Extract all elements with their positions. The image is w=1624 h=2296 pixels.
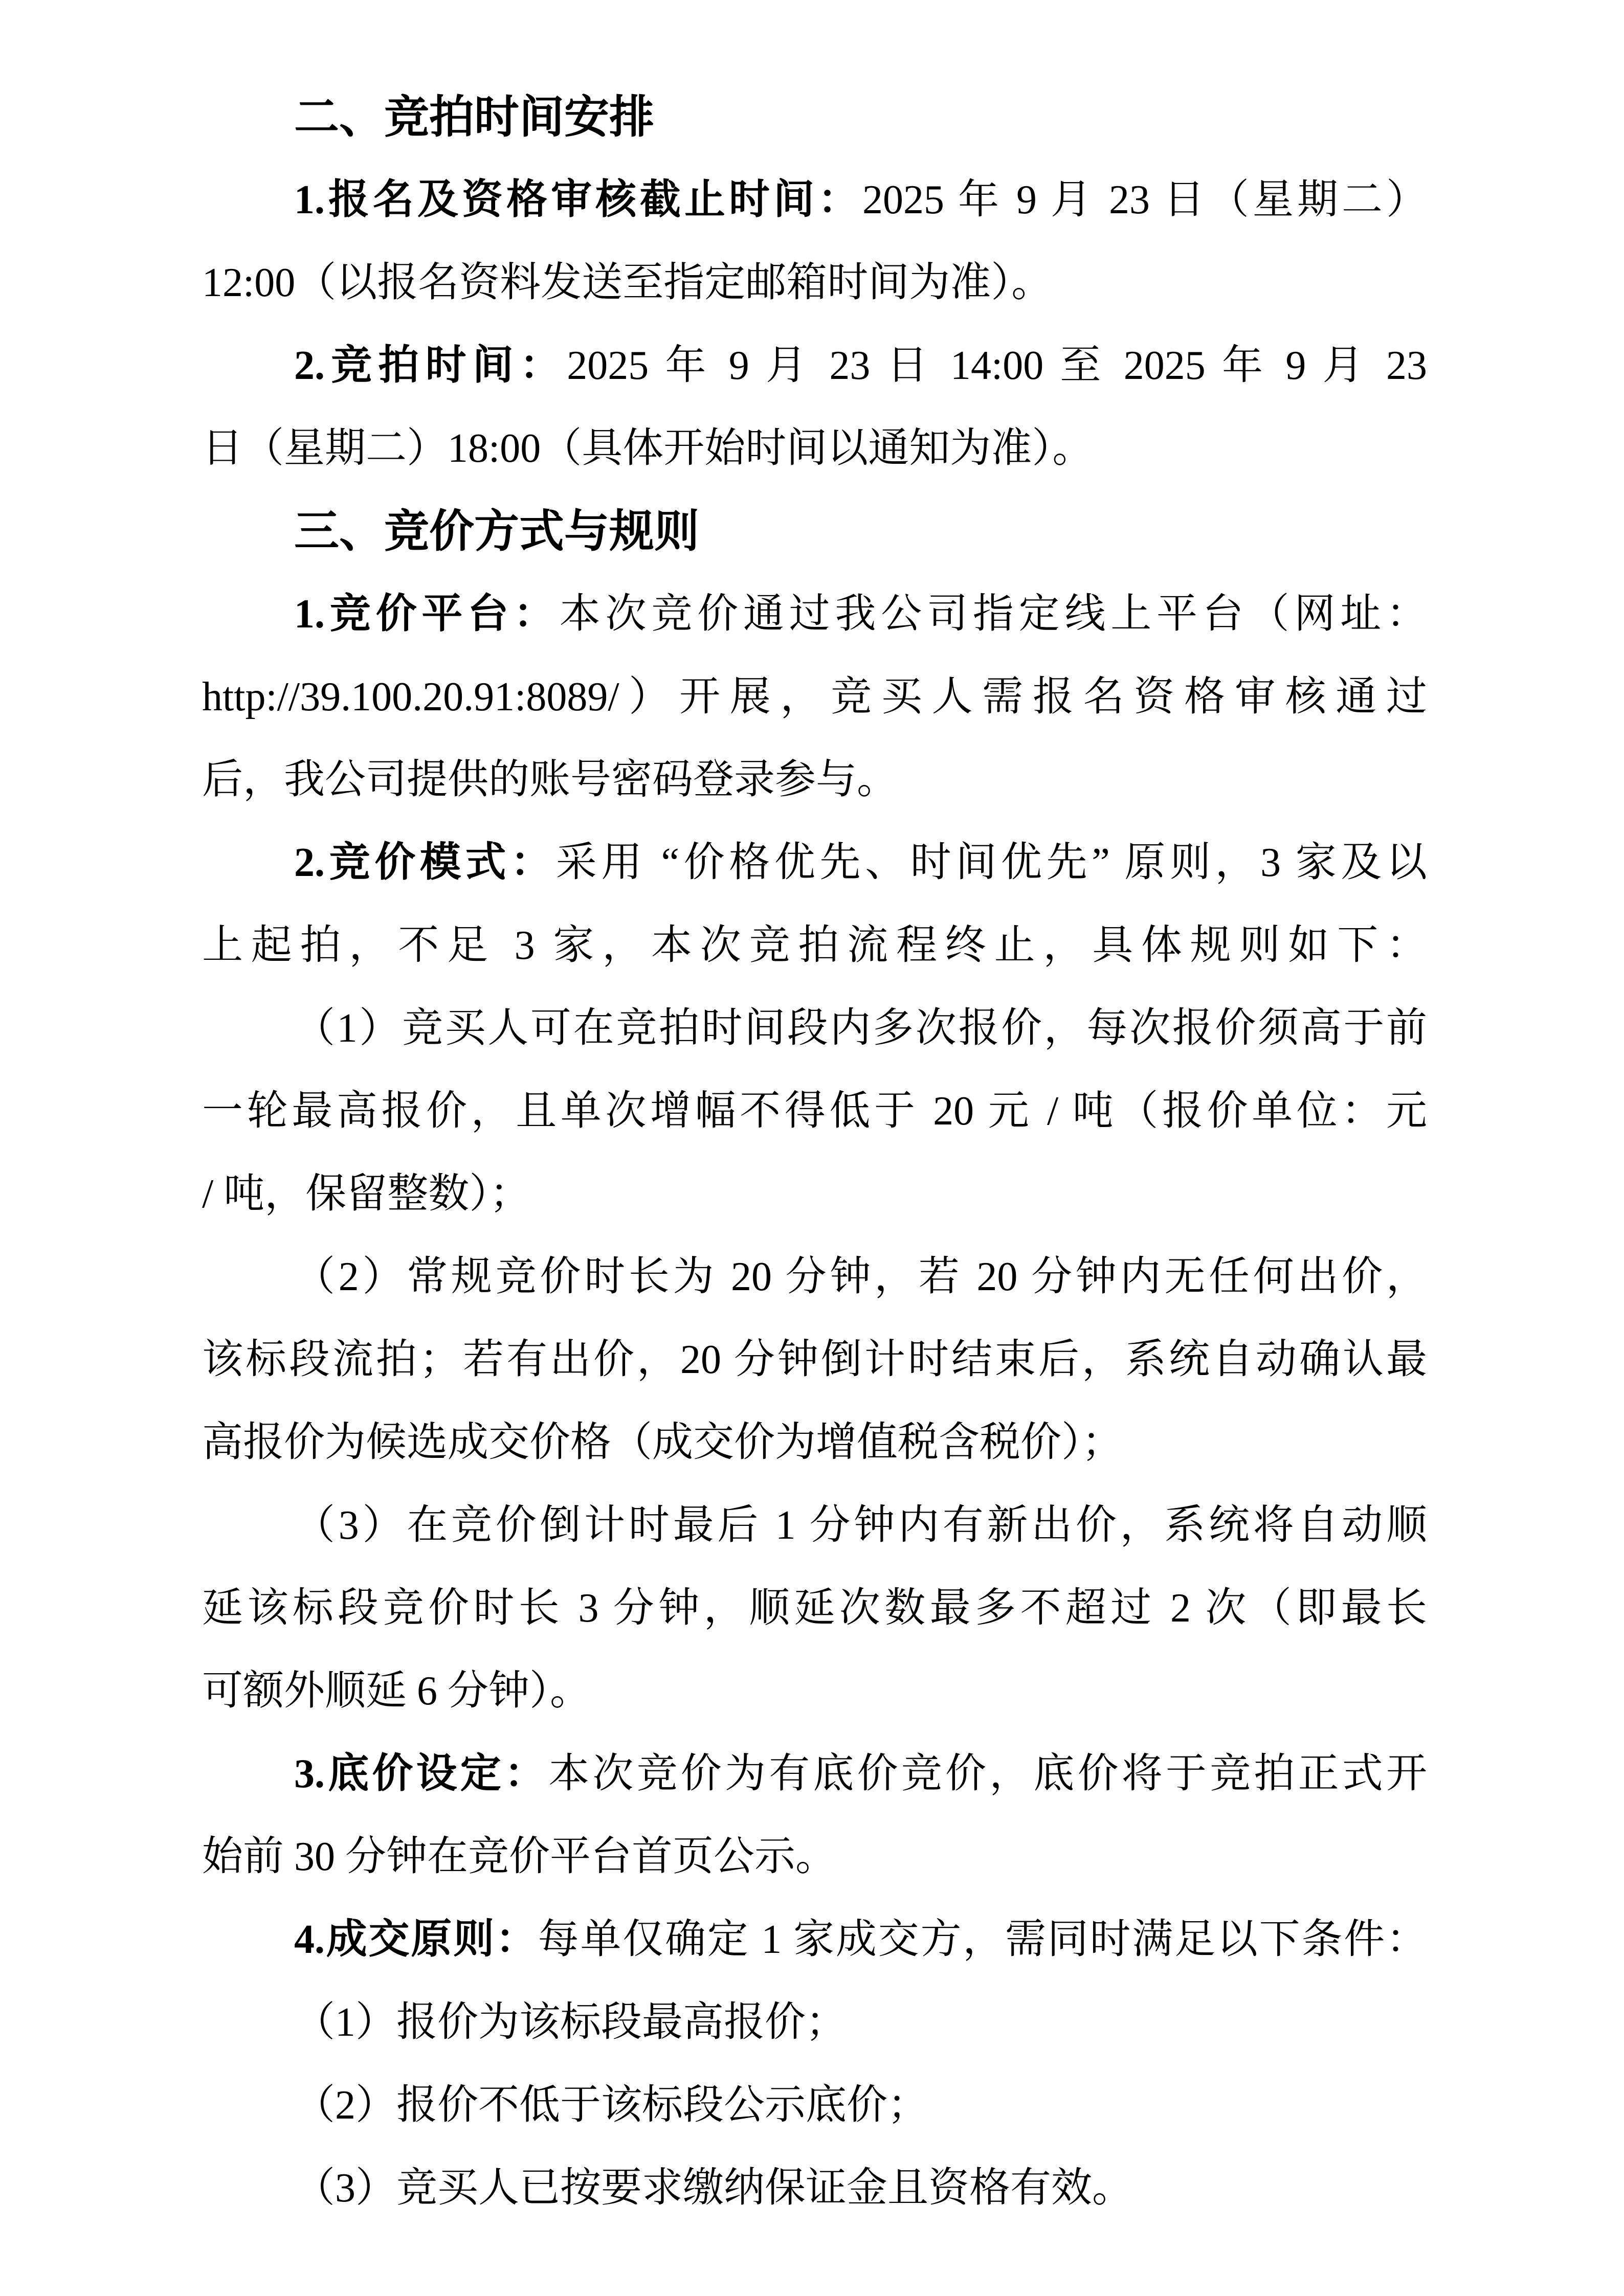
reserve-price-line2 xyxy=(202,1815,1427,1898)
run-in-label: 2.竞价模式： xyxy=(294,840,556,885)
rule2-line2 xyxy=(202,1318,1427,1401)
auction-time-line1 xyxy=(202,324,1427,407)
text-run: 上起拍，不足 3 家，本次竞拍流程终止，具体规则如下： xyxy=(202,923,1427,968)
text-run: （1）竞买人可在竞拍时间段内多次报价，每次报价须高于前 xyxy=(294,1006,1427,1051)
deal-principle-line1 xyxy=(202,1898,1427,1981)
run-in-label: 1.竞价平台： xyxy=(294,592,560,637)
text-run: （2）常规竞价时长为 20 分钟，若 20 分钟内无任何出价， xyxy=(294,1254,1427,1299)
text-run: （3）在竞价倒计时最后 1 分钟内有新出价，系统将自动顺 xyxy=(294,1503,1427,1548)
text-run: 采用 “价格优先、时间优先” 原则，3 家及以 xyxy=(555,840,1428,885)
run-in-label: 三、竞价方式与规则 xyxy=(294,506,700,556)
deal-condition-2 xyxy=(202,2064,1427,2147)
rule1-line1 xyxy=(202,987,1427,1070)
deal-condition-1 xyxy=(202,1981,1427,2064)
run-in-label: 1.报名及资格审核截止时间： xyxy=(294,177,862,222)
document-body xyxy=(202,76,1427,2230)
registration-deadline-line1 xyxy=(202,159,1427,241)
text-run: 可额外顺延 6 分钟）。 xyxy=(202,1669,591,1714)
section2-heading xyxy=(202,76,1427,159)
rule3-line1 xyxy=(202,1484,1427,1567)
text-run: 2025 年 9 月 23 日 14:00 至 2025 年 9 月 23 xyxy=(567,343,1428,388)
text-run: 每单仅确定 1 家成交方，需同时满足以下条件： xyxy=(538,1917,1428,1962)
rule2-line3 xyxy=(202,1401,1427,1484)
rule2-line1 xyxy=(202,1235,1427,1318)
text-run: 日（星期二）18:00（具体开始时间以通知为准）。 xyxy=(202,426,1094,471)
text-run: 高报价为候选成交价格（成交价为增值税含税价）； xyxy=(202,1420,1123,1465)
bidding-mode-line1 xyxy=(202,821,1427,904)
run-in-label: 3.底价设定： xyxy=(294,1751,549,1796)
text-run: http://39.100.20.91:8089/）开展，竞买人需报名资格审核通过 xyxy=(202,674,1427,719)
rule3-line2 xyxy=(202,1567,1427,1650)
text-run: 12:00（以报名资料发送至指定邮箱时间为准）。 xyxy=(202,260,1053,305)
deal-condition-3 xyxy=(202,2147,1427,2230)
rule3-line3 xyxy=(202,1650,1427,1732)
text-run: 该标段流拍；若有出价，20 分钟倒计时结束后，系统自动确认最 xyxy=(202,1337,1427,1382)
text-run: / 吨，保留整数）； xyxy=(202,1172,531,1217)
text-run: 本次竞价通过我公司指定线上平台（网址： xyxy=(559,592,1427,637)
text-run: 本次竞价为有底价竞价，底价将于竞拍正式开 xyxy=(548,1751,1428,1796)
text-run: 一轮最高报价，且单次增幅不得低于 20 元 / 吨（报价单位：元 xyxy=(202,1089,1427,1134)
bidding-mode-line2 xyxy=(202,904,1427,987)
rule1-line3 xyxy=(202,1153,1427,1235)
bidding-platform-line1 xyxy=(202,573,1427,656)
rule1-line2 xyxy=(202,1070,1427,1153)
text-run: 始前 30 分钟在竞价平台首页公示。 xyxy=(202,1834,836,1879)
text-run: （3）竞买人已按要求缴纳保证金且资格有效。 xyxy=(294,2166,1133,2211)
bidding-platform-line3 xyxy=(202,738,1427,821)
bidding-platform-line2-url xyxy=(202,656,1427,738)
text-run: （2）报价不低于该标段公示底价； xyxy=(294,2083,928,2128)
text-run: （1）报价为该标段最高报价； xyxy=(294,2000,847,2045)
reserve-price-line1 xyxy=(202,1732,1427,1815)
run-in-label: 2.竞拍时间： xyxy=(294,343,567,388)
auction-time-line2 xyxy=(202,407,1427,490)
section3-heading xyxy=(202,490,1427,573)
registration-deadline-line2 xyxy=(202,241,1427,324)
text-run: 延该标段竞价时长 3 分钟，顺延次数最多不超过 2 次（即最长 xyxy=(202,1586,1427,1631)
text-run: 后，我公司提供的账号密码登录参与。 xyxy=(202,757,898,802)
text-run: 2025 年 9 月 23 日（星期二） xyxy=(862,177,1427,222)
run-in-label: 二、竞拍时间安排 xyxy=(294,92,655,142)
run-in-label: 4.成交原则： xyxy=(294,1917,538,1962)
